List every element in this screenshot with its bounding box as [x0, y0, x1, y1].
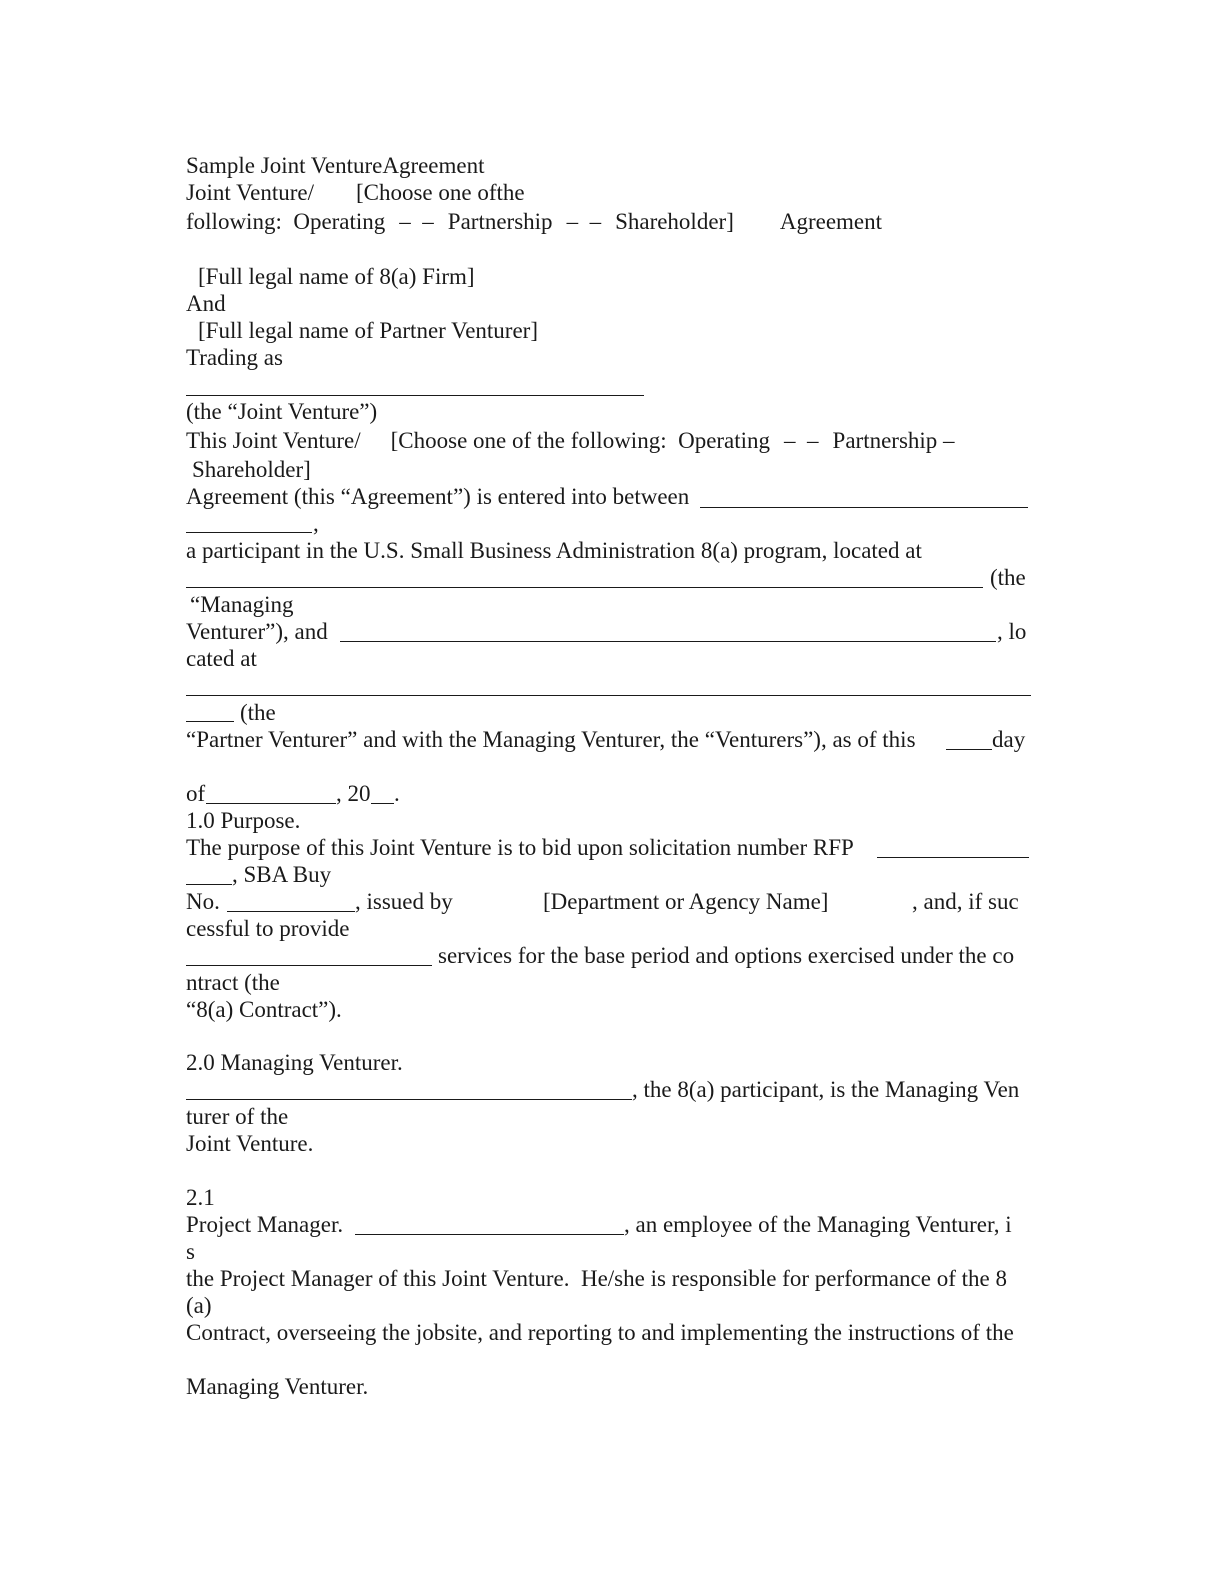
managing-venturer-name-blank[interactable] — [700, 507, 1028, 508]
section-2-line-2: turer of the — [186, 1104, 289, 1129]
partner-name-placeholder: [Full legal name of Partner Venturer] — [198, 318, 538, 343]
firm-name-placeholder: [Full legal name of 8(a) Firm] — [198, 264, 475, 289]
section-1-and-if-suc: , and, if suc — [912, 889, 1019, 914]
intro-managing-label: “Managing — [190, 592, 294, 617]
section-2-1-line-5: Contract, overseeing the jobsite, and reporting to and implementing the instructions of the — [186, 1320, 1014, 1345]
header-line-2: following: Operating – – Partnership – – Shareholder] Agreement — [186, 209, 883, 234]
section-1-issued-by: , issued by — [355, 889, 453, 914]
partner-venturer-name-blank[interactable] — [340, 641, 996, 642]
section-2-1-line-4: (a) — [186, 1293, 212, 1318]
dash-separator: – – — [399, 209, 434, 234]
section-2-1-number: 2.1 — [186, 1185, 215, 1210]
intro-year-prefix: , 20 — [336, 781, 371, 806]
intro-cated-at: cated at — [186, 646, 257, 671]
sba-buy-number-blank[interactable] — [227, 911, 355, 912]
trading-as-label: Trading as — [186, 345, 283, 370]
intro-comma: , — [313, 511, 319, 536]
section-2-1-project-manager: Project Manager. — [186, 1212, 344, 1237]
section-1-heading: 1.0 Purpose. — [186, 808, 301, 833]
section-1-cessful: cessful to provide — [186, 916, 350, 941]
managing-venturer-blank[interactable] — [186, 1099, 632, 1100]
section-1-8a-contract: “8(a) Contract”). — [186, 997, 342, 1022]
intro-the-label-2: (the — [240, 700, 276, 725]
section-2-1-line-1: , an employee of the Managing Venturer, i — [624, 1212, 1012, 1237]
intro-lo: , lo — [997, 619, 1027, 644]
trading-as-blank[interactable] — [186, 395, 644, 396]
intro-day-label: day — [992, 727, 1026, 752]
section-2-line-3: Joint Venture. — [186, 1131, 314, 1156]
managing-venturer-address-blank[interactable] — [186, 587, 983, 588]
project-manager-blank[interactable] — [355, 1234, 624, 1235]
header-line-1 — [186, 179, 525, 206]
partner-venturer-address-blank-cont[interactable] — [186, 721, 234, 722]
intro-line-2: Shareholder] — [192, 457, 311, 482]
intro-line-12: “Partner Venturer” and with the Managing Venturer, the “Venturers”), as of this — [186, 727, 916, 752]
section-2-1-line-2: s — [186, 1239, 195, 1264]
rfp-number-blank-cont[interactable] — [186, 884, 232, 885]
section-1-sba-buy: , SBA Buy — [232, 862, 332, 887]
section-1-no-label: No. — [186, 889, 220, 914]
services-blank[interactable] — [186, 965, 432, 966]
intro-line-5: a participant in the U.S. Small Business Administration 8(a) program, located at — [186, 538, 922, 563]
year-blank[interactable] — [371, 803, 394, 804]
and-label: And — [186, 291, 226, 316]
intro-line-1: This Joint Venture/ [Choose one of the following: Operating – – Partnership – — [186, 428, 955, 453]
intro-line-3: Agreement (this “Agreement”) is entered into between — [186, 484, 690, 509]
agency-name-placeholder: [Department or Agency Name] — [543, 889, 829, 914]
managing-venturer-name-blank-cont[interactable] — [186, 532, 312, 533]
header-choose-label: [Choose one ofthe — [355, 180, 525, 205]
section-1-line-1: The purpose of this Joint Venture is to bid upon solicitation number RFP — [186, 835, 854, 860]
dash-separator: – – — [784, 428, 819, 453]
day-blank[interactable] — [946, 749, 992, 750]
intro-period: . — [394, 781, 400, 806]
header-jv-label: Joint Venture/ — [186, 180, 314, 205]
intro-the-label: (the — [990, 565, 1026, 590]
partner-venturer-address-blank[interactable] — [186, 695, 1031, 696]
month-blank[interactable] — [206, 803, 336, 804]
dash-separator: – – — [566, 209, 602, 234]
section-2-1-line-3: the Project Manager of this Joint Venture. He/she is responsible for performance of the 8 — [186, 1266, 1007, 1291]
section-2-heading: 2.0 Managing Venturer. — [186, 1050, 403, 1075]
section-2-1-line-6: Managing Venturer. — [186, 1374, 369, 1399]
joint-venture-definition: (the “Joint Venture”) — [186, 399, 378, 424]
section-1-ntract: ntract (the — [186, 970, 280, 995]
intro-of-label: of — [186, 781, 206, 806]
document-title: Sample Joint VentureAgreement — [186, 153, 485, 178]
section-2-line-1: , the 8(a) participant, is the Managing Ven — [632, 1077, 1020, 1102]
section-1-services: services for the base period and options exercised under the co — [438, 943, 1015, 968]
rfp-number-blank[interactable] — [877, 857, 1029, 858]
intro-venturer-and: Venturer”), and — [186, 619, 328, 644]
